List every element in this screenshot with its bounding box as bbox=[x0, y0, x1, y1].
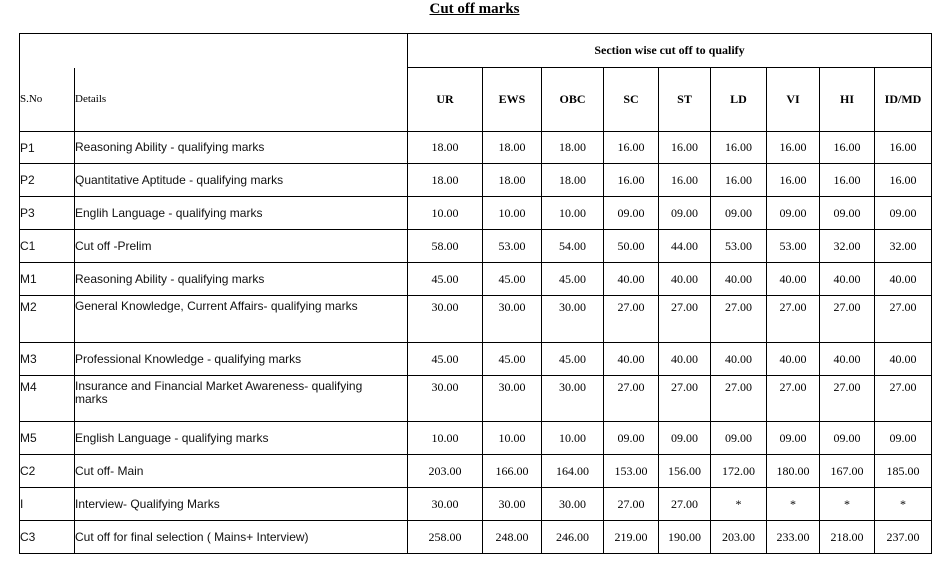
cutoff-value-ews: 45.00 bbox=[483, 343, 542, 376]
cutoff-value-ld: 172.00 bbox=[711, 455, 767, 488]
cutoff-value-ur: 30.00 bbox=[408, 296, 483, 343]
cutoff-value-obc: 30.00 bbox=[542, 488, 604, 521]
row-sno: C3 bbox=[20, 521, 75, 554]
cutoff-value-ld: 27.00 bbox=[711, 376, 767, 422]
row-sno: P3 bbox=[20, 197, 75, 230]
cutoff-table bbox=[19, 33, 932, 554]
cutoff-value-obc: 10.00 bbox=[542, 422, 604, 455]
cutoff-value-sc: 40.00 bbox=[604, 343, 659, 376]
section-heading: Section wise cut off to qualify bbox=[408, 34, 932, 68]
header-obc: OBC bbox=[542, 68, 604, 132]
cutoff-value-ur: 203.00 bbox=[408, 455, 483, 488]
cutoff-value-idmd: 09.00 bbox=[875, 422, 932, 455]
cutoff-value-ews: 10.00 bbox=[483, 422, 542, 455]
cutoff-value-vi: 233.00 bbox=[767, 521, 820, 554]
cutoff-value-st: 09.00 bbox=[659, 197, 711, 230]
blank-header-cell bbox=[20, 34, 408, 68]
row-details: Professional Knowledge - qualifying marks bbox=[75, 343, 408, 376]
cutoff-value-ld: 40.00 bbox=[711, 263, 767, 296]
row-details: Cut off- Main bbox=[75, 455, 408, 488]
cutoff-value-ur: 10.00 bbox=[408, 197, 483, 230]
cutoff-value-hi: 09.00 bbox=[820, 422, 875, 455]
cutoff-value-st: 156.00 bbox=[659, 455, 711, 488]
cutoff-value-ews: 30.00 bbox=[483, 488, 542, 521]
row-details: Insurance and Financial Market Awareness- qualifying marks bbox=[75, 376, 408, 422]
table-row bbox=[20, 455, 932, 488]
cutoff-value-st: 44.00 bbox=[659, 230, 711, 263]
cutoff-value-ur: 58.00 bbox=[408, 230, 483, 263]
cutoff-value-sc: 40.00 bbox=[604, 263, 659, 296]
cutoff-value-sc: 16.00 bbox=[604, 164, 659, 197]
cutoff-value-idmd: 40.00 bbox=[875, 263, 932, 296]
cutoff-value-hi: 40.00 bbox=[820, 343, 875, 376]
cutoff-value-sc: 16.00 bbox=[604, 132, 659, 164]
cutoff-value-sc: 27.00 bbox=[604, 488, 659, 521]
cutoff-value-hi: 218.00 bbox=[820, 521, 875, 554]
cutoff-value-obc: 30.00 bbox=[542, 376, 604, 422]
cutoff-value-idmd: 27.00 bbox=[875, 376, 932, 422]
cutoff-value-st: 40.00 bbox=[659, 263, 711, 296]
cutoff-value-idmd: 16.00 bbox=[875, 132, 932, 164]
cutoff-value-st: 40.00 bbox=[659, 343, 711, 376]
cutoff-value-obc: 18.00 bbox=[542, 132, 604, 164]
header-ld: LD bbox=[711, 68, 767, 132]
cutoff-value-ld: 09.00 bbox=[711, 197, 767, 230]
header-st: ST bbox=[659, 68, 711, 132]
cutoff-value-ld: 53.00 bbox=[711, 230, 767, 263]
cutoff-value-vi: 27.00 bbox=[767, 296, 820, 343]
cutoff-value-sc: 153.00 bbox=[604, 455, 659, 488]
cutoff-value-ld: * bbox=[711, 488, 767, 521]
cutoff-value-st: 27.00 bbox=[659, 376, 711, 422]
cutoff-value-idmd: * bbox=[875, 488, 932, 521]
row-details: Cut off for final selection ( Mains+ Interview) bbox=[75, 521, 408, 554]
row-details: Interview- Qualifying Marks bbox=[75, 488, 408, 521]
cutoff-value-vi: 40.00 bbox=[767, 263, 820, 296]
cutoff-value-ur: 45.00 bbox=[408, 343, 483, 376]
header-sc: SC bbox=[604, 68, 659, 132]
header-ews: EWS bbox=[483, 68, 542, 132]
row-details: Cut off -Prelim bbox=[75, 230, 408, 263]
cutoff-value-vi: 27.00 bbox=[767, 376, 820, 422]
page-title-text: Cut off marks bbox=[429, 1, 520, 17]
cutoff-value-ews: 18.00 bbox=[483, 132, 542, 164]
cutoff-value-ews: 248.00 bbox=[483, 521, 542, 554]
cutoff-value-st: 190.00 bbox=[659, 521, 711, 554]
row-sno: P1 bbox=[20, 132, 75, 164]
column-header-row bbox=[20, 68, 932, 132]
section-heading-row bbox=[20, 34, 932, 68]
cutoff-value-obc: 45.00 bbox=[542, 343, 604, 376]
header-sno: S.No bbox=[20, 68, 75, 132]
cutoff-value-hi: 167.00 bbox=[820, 455, 875, 488]
row-details: Quantitative Aptitude - qualifying marks bbox=[75, 164, 408, 197]
cutoff-value-idmd: 237.00 bbox=[875, 521, 932, 554]
header-ur: UR bbox=[408, 68, 483, 132]
table-row bbox=[20, 296, 932, 343]
cutoff-value-ews: 45.00 bbox=[483, 263, 542, 296]
row-details: Reasoning Ability - qualifying marks bbox=[75, 132, 408, 164]
table-row bbox=[20, 488, 932, 521]
row-sno: M3 bbox=[20, 343, 75, 376]
header-details: Details bbox=[75, 68, 408, 132]
cutoff-value-ld: 16.00 bbox=[711, 132, 767, 164]
cutoff-value-hi: 16.00 bbox=[820, 164, 875, 197]
cutoff-value-ld: 16.00 bbox=[711, 164, 767, 197]
cutoff-value-ur: 18.00 bbox=[408, 164, 483, 197]
cutoff-value-ews: 30.00 bbox=[483, 296, 542, 343]
cutoff-value-ur: 45.00 bbox=[408, 263, 483, 296]
header-vi: VI bbox=[767, 68, 820, 132]
table-row bbox=[20, 132, 932, 164]
cutoff-value-hi: 32.00 bbox=[820, 230, 875, 263]
cutoff-value-st: 27.00 bbox=[659, 488, 711, 521]
cutoff-value-idmd: 40.00 bbox=[875, 343, 932, 376]
cutoff-value-ews: 10.00 bbox=[483, 197, 542, 230]
cutoff-value-hi: 09.00 bbox=[820, 197, 875, 230]
cutoff-value-hi: 40.00 bbox=[820, 263, 875, 296]
cutoff-value-st: 16.00 bbox=[659, 132, 711, 164]
cutoff-value-obc: 164.00 bbox=[542, 455, 604, 488]
row-sno: M5 bbox=[20, 422, 75, 455]
row-sno: M2 bbox=[20, 296, 75, 343]
row-details: English Language - qualifying marks bbox=[75, 422, 408, 455]
cutoff-value-obc: 45.00 bbox=[542, 263, 604, 296]
cutoff-value-st: 27.00 bbox=[659, 296, 711, 343]
row-sno: I bbox=[20, 488, 75, 521]
cutoff-value-idmd: 185.00 bbox=[875, 455, 932, 488]
header-idmd: ID/MD bbox=[875, 68, 932, 132]
table-row bbox=[20, 376, 932, 422]
cutoff-value-sc: 219.00 bbox=[604, 521, 659, 554]
cutoff-value-vi: 180.00 bbox=[767, 455, 820, 488]
row-details: Reasoning Ability - qualifying marks bbox=[75, 263, 408, 296]
cutoff-value-obc: 246.00 bbox=[542, 521, 604, 554]
cutoff-value-sc: 27.00 bbox=[604, 376, 659, 422]
cutoff-value-ur: 18.00 bbox=[408, 132, 483, 164]
cutoff-value-idmd: 16.00 bbox=[875, 164, 932, 197]
cutoff-value-vi: 16.00 bbox=[767, 132, 820, 164]
cutoff-value-hi: 27.00 bbox=[820, 376, 875, 422]
table-row bbox=[20, 164, 932, 197]
cutoff-value-vi: 09.00 bbox=[767, 197, 820, 230]
table-row bbox=[20, 230, 932, 263]
row-sno: P2 bbox=[20, 164, 75, 197]
cutoff-value-ld: 40.00 bbox=[711, 343, 767, 376]
cutoff-value-st: 16.00 bbox=[659, 164, 711, 197]
cutoff-value-ur: 10.00 bbox=[408, 422, 483, 455]
cutoff-value-obc: 54.00 bbox=[542, 230, 604, 263]
cutoff-value-idmd: 32.00 bbox=[875, 230, 932, 263]
cutoff-value-obc: 18.00 bbox=[542, 164, 604, 197]
row-sno: C1 bbox=[20, 230, 75, 263]
cutoff-value-ur: 30.00 bbox=[408, 488, 483, 521]
cutoff-value-obc: 10.00 bbox=[542, 197, 604, 230]
cutoff-value-vi: 09.00 bbox=[767, 422, 820, 455]
table-row bbox=[20, 197, 932, 230]
table-row bbox=[20, 263, 932, 296]
cutoff-value-ews: 30.00 bbox=[483, 376, 542, 422]
cutoff-value-obc: 30.00 bbox=[542, 296, 604, 343]
cutoff-value-idmd: 09.00 bbox=[875, 197, 932, 230]
cutoff-value-sc: 09.00 bbox=[604, 422, 659, 455]
cutoff-value-ur: 258.00 bbox=[408, 521, 483, 554]
cutoff-value-ur: 30.00 bbox=[408, 376, 483, 422]
cutoff-value-ews: 166.00 bbox=[483, 455, 542, 488]
cutoff-value-hi: * bbox=[820, 488, 875, 521]
cutoff-value-ews: 53.00 bbox=[483, 230, 542, 263]
cutoff-value-vi: 40.00 bbox=[767, 343, 820, 376]
header-hi: HI bbox=[820, 68, 875, 132]
page-title bbox=[0, 0, 949, 18]
row-sno: M1 bbox=[20, 263, 75, 296]
cutoff-value-sc: 09.00 bbox=[604, 197, 659, 230]
row-details: Englih Language - qualifying marks bbox=[75, 197, 408, 230]
table-row bbox=[20, 521, 932, 554]
cutoff-value-ld: 27.00 bbox=[711, 296, 767, 343]
cutoff-value-hi: 16.00 bbox=[820, 132, 875, 164]
cutoff-value-sc: 50.00 bbox=[604, 230, 659, 263]
cutoff-value-vi: 16.00 bbox=[767, 164, 820, 197]
cutoff-value-vi: * bbox=[767, 488, 820, 521]
cutoff-value-vi: 53.00 bbox=[767, 230, 820, 263]
cutoff-value-ews: 18.00 bbox=[483, 164, 542, 197]
cutoff-value-sc: 27.00 bbox=[604, 296, 659, 343]
row-sno: C2 bbox=[20, 455, 75, 488]
table-row bbox=[20, 422, 932, 455]
cutoff-value-st: 09.00 bbox=[659, 422, 711, 455]
row-details: General Knowledge, Current Affairs- qualifying marks bbox=[75, 296, 408, 343]
cutoff-value-idmd: 27.00 bbox=[875, 296, 932, 343]
row-sno: M4 bbox=[20, 376, 75, 422]
cutoff-value-ld: 09.00 bbox=[711, 422, 767, 455]
cutoff-value-ld: 203.00 bbox=[711, 521, 767, 554]
cutoff-value-hi: 27.00 bbox=[820, 296, 875, 343]
table-row bbox=[20, 343, 932, 376]
